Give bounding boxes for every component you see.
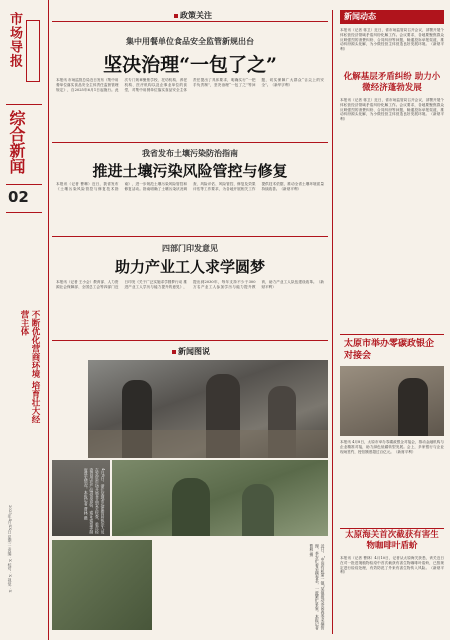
photo-caption-right: 近日，“中国有机第一镇”某镇推动茶园春季采摘管理，茶农忙着采摘春茶，一派繁忙景象。本报记者 曹林 摄: [309, 544, 326, 630]
section-title: 综合新闻: [7, 110, 26, 174]
photo-caption-left: 4月8日，浙江某地市场监管局执法人员在农贸市场开展食品安全检查，重点检查食用农产品进货查验、索证索票等制度落实情况。本报记者 曹林 摄: [84, 468, 106, 534]
article1-headline: 坚决治理“一包了之”: [103, 54, 277, 76]
article1-kicker: 集中用餐单位食品安全监管新规出台: [126, 37, 254, 46]
right-article2-body: 本报讯 4月8日，太原市举办零碳政银企对接会，推动金融机构与企业精准对接，助力绿色低碳转型发展。会上，多家银行与企业现场签约，授信额度超过百亿元。（新财平利）: [340, 440, 444, 454]
article1-body: 本报讯 市场监管总局近日发布《集中用餐单位落实食品安全主体责任监督管理规定》，自2025年6月1日起施行。此次专门规章聚焦学校、托幼机构、养老机构、医疗机构以及企事业单位的食堂，对集中用餐单位落实食品安全主体责任提出了具体要求，明确实行“一把手负责制”，坚决治理“一包了之”等问题，切实保障广大群众“舌尖上的安全”。（新华字利）: [56, 78, 324, 92]
article-rule-2: [52, 236, 328, 237]
footer-info: 2025年4月XX日 星期二 责编：X 校对：X 视觉：X: [8, 505, 13, 593]
top-rule: [52, 21, 328, 22]
article3-kicker: 四部门印发意见: [162, 244, 218, 253]
masthead-rule: [48, 0, 49, 640]
paper-seal: [26, 20, 40, 82]
photo-figure: [172, 478, 210, 536]
section-label-news: [340, 10, 444, 24]
masthead-column: [0, 0, 48, 640]
right-column-rule: [332, 10, 333, 634]
slogan-text: 不断优化营商环境 培育壮大经营主体: [19, 310, 40, 424]
section-marker-icon: [174, 14, 178, 18]
article2-body: 本报讯（记者 曹琳）近日，我省发布《土壤污染风险管控与修复技术指南》，进一步规范土壤污染风险管控和修复活动。指南明确了土壤污染状况调查、风险评估、风险管控、修复及效果评估等工作要求，为各地开展相关工作提供技术依据，推动全省土壤环境质量持续改善。（新财平利）: [56, 182, 324, 191]
right-article1-body: 本报讯（记者 蒋卫）近日，省市场监管局召开会议，部署开展个体私营经济领域矛盾纠纷化解工作。会议要求，各地要聚焦群众反映强烈的消费纠纷、合同纠纷等问题，畅通投诉举报渠道，推动纠纷源头化解，为小微经营主体营造良好发展环境。（新财平利）: [340, 98, 444, 122]
article3-headline: 助力产业工人求学圆梦: [114, 258, 265, 276]
page-number: 02: [8, 188, 29, 206]
right-article2-headline: 太原市举办零碳政银企对接会: [344, 339, 435, 361]
right-intro-body: 本报讯（记者 蒋卫）近日，省市场监管局召开会议，部署开展个体私营经济领域矛盾纠纷化解工作。会议要求，各地要聚焦群众反映强烈的消费纠纷、合同纠纷等问题，畅通投诉举报渠道，推动纠纷源头化解，为小微经营主体营造良好发展环境。（新财平利）: [340, 28, 444, 52]
section-label-news-text: 新闻动态: [344, 12, 376, 21]
masthead-divider-3: [6, 212, 42, 213]
article3-body: 本报讯（记者 王小会）教育部、人力资源社会保障部、全国总工会等四部门近日印发《关于广泛实施求学圆梦行动 推进产业工人学历与能力提升的意见》，提出到2030年，每年支持不少于300万名产业工人参加学历与能力提升教育，助力产业工人队伍建设改革。（新财平利）: [56, 280, 324, 289]
masthead-divider-2: [6, 184, 42, 185]
section-label-policy: [174, 10, 212, 21]
section-marker-icon: [172, 350, 176, 354]
photo-tea-closeup: [52, 540, 152, 630]
article-rule-1: [52, 142, 328, 143]
photo-figure: [398, 378, 428, 436]
right-article1-headline: 化解基层矛盾纠纷 助力小微经济蓬勃发展: [343, 72, 441, 93]
masthead-divider: [6, 104, 42, 105]
photo-tea-garden: [112, 460, 328, 536]
photo-forum: [340, 366, 444, 436]
right-rule-1: [340, 334, 444, 335]
paper-name: 市场导报: [7, 12, 22, 68]
article-rule-3: [52, 340, 328, 341]
photo-figure: [242, 484, 274, 536]
section-label-text: 政策关注: [180, 11, 212, 20]
right-rule-2: [340, 528, 444, 529]
photo-section-label: [172, 346, 210, 357]
photo-section-text: 新闻图说: [178, 347, 210, 356]
article2-headline: 推进土壤污染风险管控与修复: [92, 162, 288, 180]
article2-kicker: 我省发布土壤污染防治指南: [142, 149, 238, 158]
photo-stall: [88, 430, 328, 458]
right-article3-headline: 太原海关首次截获有害生物咖啡叶盾蚧: [345, 530, 439, 551]
photo-market-inspection: [88, 360, 328, 458]
right-article3-body: 本报讯（记者 曹林）4月10日，记者从太原海关获悉，该关近日在对一批进境植物检疫中首次截获有害生物咖啡叶盾蚧，已按规定进行检疫处理，有效防范了外来有害生物传入风险。（新财平利）: [340, 556, 444, 575]
